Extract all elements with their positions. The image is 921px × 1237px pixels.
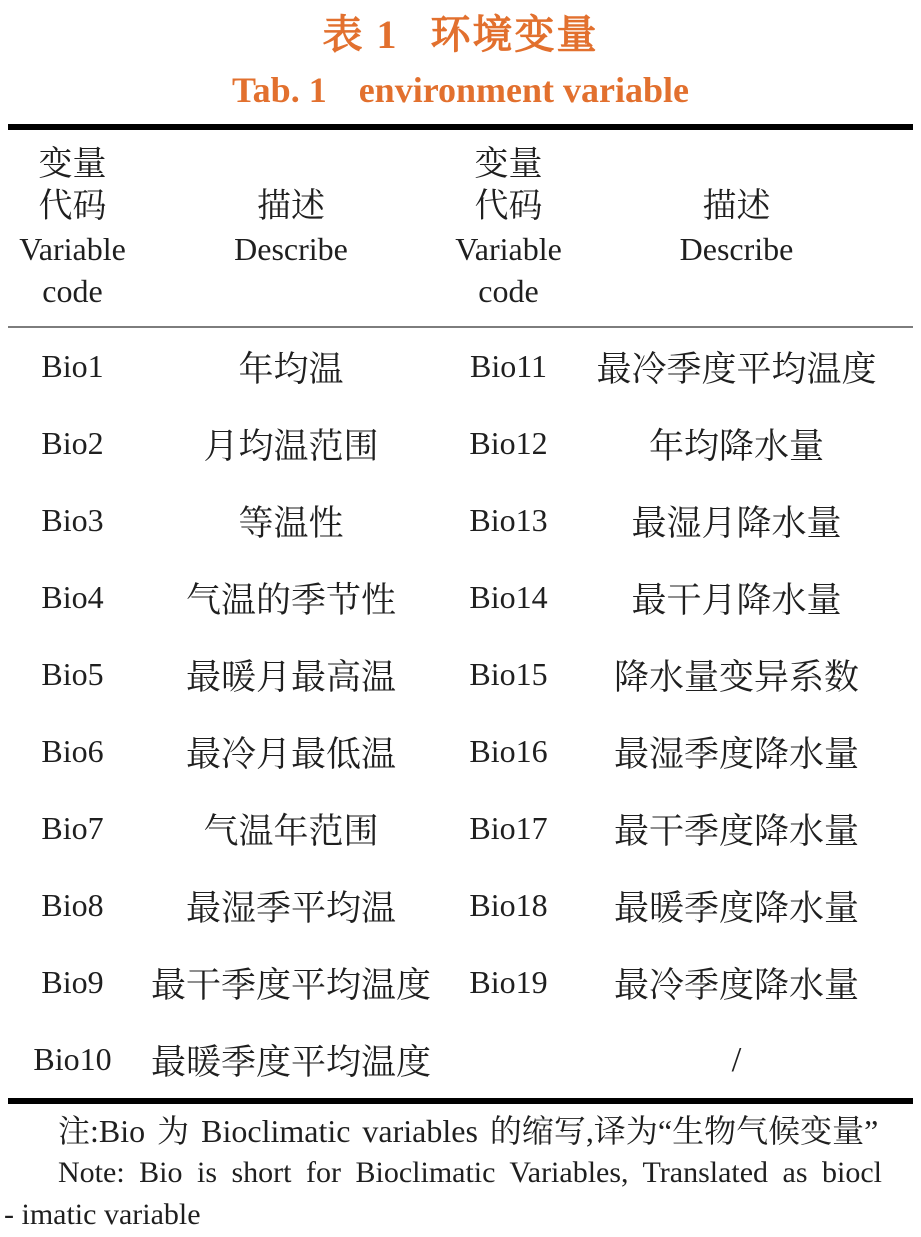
table-title-zh-label: 表 1 [322, 12, 399, 57]
description-cell: 最冷季度平均温度 [596, 349, 877, 389]
variable-code-cell: Bio3 [41, 502, 104, 538]
variable-code-cell: Bio17 [469, 810, 548, 846]
header-variable-code-left [0, 130, 145, 326]
description-cell: 最湿月降水量 [631, 503, 842, 543]
note-line-en: Note: Bio is short for Bioclimatic Variables, Translated as biocl [58, 1156, 883, 1189]
description-cell: 最湿季平均温 [185, 888, 396, 928]
variable-code-cell: Bio11 [469, 348, 548, 384]
table-row [0, 1021, 921, 1098]
header-en-line: Variable [455, 231, 562, 267]
variable-code-cell: Bio7 [41, 810, 104, 846]
table-title-en-label: Tab. 1 [231, 70, 327, 110]
description-cell: 年均温 [238, 349, 344, 389]
description-cell: 最干季度平均温度 [150, 965, 431, 1005]
header-zh-line: 代码 [474, 188, 543, 225]
header-zh-line: 变量 [38, 146, 107, 183]
table-row [0, 944, 921, 1021]
header-en-line: Describe [679, 231, 794, 267]
table-title-zh-text: 环境变量 [430, 12, 599, 57]
description-cell: / [731, 1039, 742, 1079]
variable-code-cell: Bio10 [33, 1041, 112, 1077]
table-title-en-text: environment variable [358, 70, 690, 110]
description-cell: 最湿季度降水量 [613, 734, 859, 774]
table-row [0, 328, 921, 405]
table-row [0, 405, 921, 482]
variable-code-cell: Bio2 [41, 425, 104, 461]
variable-code-cell [437, 1021, 580, 1098]
header-zh-line: 描述 [257, 188, 325, 225]
table-row [0, 867, 921, 944]
table-body [0, 328, 921, 1098]
variable-code-cell: Bio1 [41, 348, 104, 384]
header-zh-line: 变量 [474, 146, 543, 183]
header-zh-line: 描述 [702, 188, 771, 225]
variable-code-cell: Bio14 [469, 579, 548, 615]
header-en-line: code [478, 273, 539, 309]
table-notes [0, 1104, 921, 1236]
variable-code-cell: Bio4 [41, 579, 104, 615]
header-en-line: Describe [234, 231, 348, 267]
header-describe-right [580, 130, 921, 326]
header-variable-code-right [437, 130, 580, 326]
table-title-zh [0, 0, 921, 58]
table-row [0, 713, 921, 790]
description-cell: 最暖月最高温 [185, 657, 396, 697]
description-cell: 最暖季度平均温度 [150, 1042, 431, 1082]
table-title-en [0, 70, 921, 110]
description-cell: 等温性 [238, 503, 344, 543]
variable-code-cell: Bio12 [469, 425, 548, 461]
variable-code-cell: Bio15 [469, 656, 548, 692]
description-cell: 年均降水量 [648, 426, 824, 466]
variable-code-cell: Bio13 [469, 502, 548, 538]
table-row [0, 790, 921, 867]
description-cell: 最冷季度降水量 [613, 965, 859, 1005]
description-cell: 气温年范围 [203, 811, 379, 851]
description-cell: 最干季度降水量 [613, 811, 859, 851]
variable-code-cell: Bio6 [41, 733, 104, 769]
variable-code-cell: Bio5 [41, 656, 104, 692]
header-en-line: code [42, 273, 103, 309]
note-line-zh: 注:Bio 为 Bioclimatic variables 的缩写,译为“生物气候变量” [58, 1113, 879, 1149]
variable-code-cell: Bio8 [41, 887, 104, 923]
header-zh-line: 代码 [38, 188, 107, 225]
variable-code-cell: Bio16 [469, 733, 548, 769]
variable-code-cell: Bio18 [469, 887, 548, 923]
table-header [0, 130, 921, 326]
description-cell: 最干月降水量 [631, 580, 842, 620]
table-row [0, 636, 921, 713]
variable-code-cell: Bio9 [41, 964, 104, 1000]
description-cell: 最暖季度降水量 [613, 888, 859, 928]
variable-code-cell: Bio19 [469, 964, 548, 1000]
description-cell: 最冷月最低温 [185, 734, 396, 774]
table-row [0, 482, 921, 559]
description-cell: 气温的季节性 [185, 580, 396, 620]
table-row [0, 559, 921, 636]
description-cell: 降水量变异系数 [613, 657, 859, 697]
header-describe-left [145, 130, 437, 326]
description-cell: 月均温范围 [203, 426, 379, 466]
header-en-line: Variable [19, 231, 126, 267]
note-line-continuation: - imatic variable [4, 1198, 201, 1231]
